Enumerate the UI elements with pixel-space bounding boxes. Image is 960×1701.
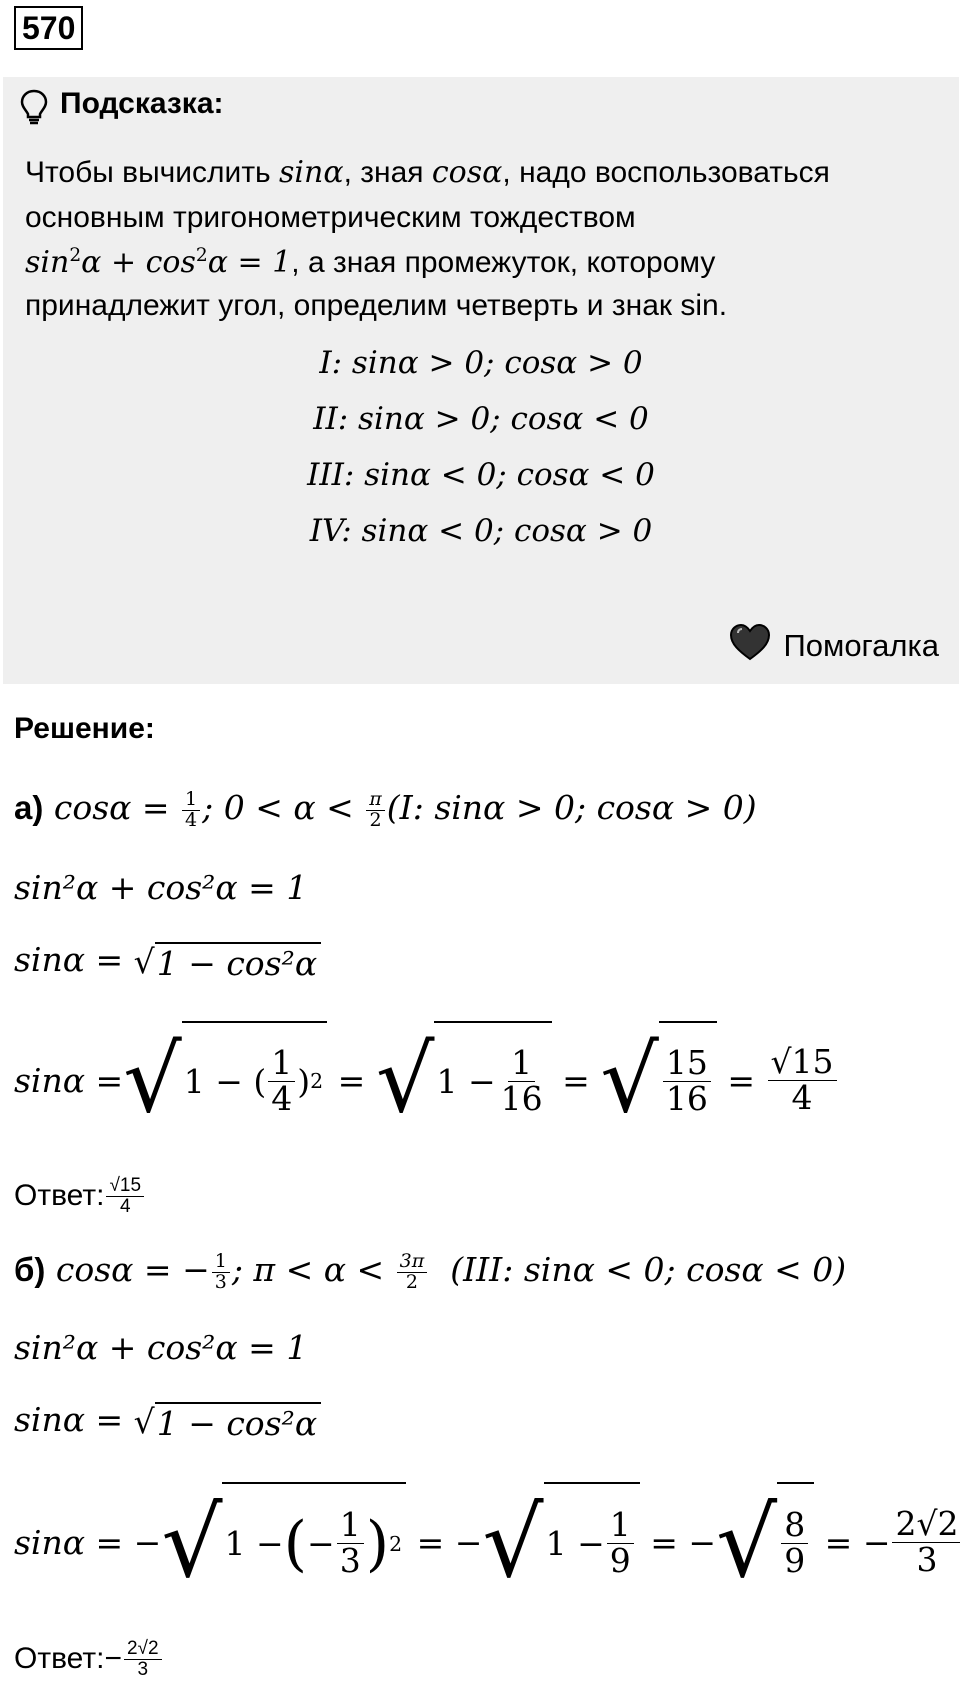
lightbulb-icon xyxy=(20,89,48,130)
part-a-identity: sin²α + cos²α = 1 xyxy=(14,868,308,907)
part-b-calculation: sinα = − √ 1 − ( − $\frac{1}{3}$ ) 2 = − √ 1 − $\frac{1}{9}$ = − √ $\frac{8}{9}$ = − $\frac{2√2}{3}$ xyxy=(14,1480,960,1605)
credit xyxy=(729,623,939,669)
quadrant-1: I: sinα > 0; cosα > 0 xyxy=(319,345,643,381)
hint-line-3: $\sin^2\alpha + \cos^2\alpha = 1$, а зная промежуток, которому xyxy=(25,245,716,280)
part-a-root: sinα = √ 1 − cos²α xyxy=(14,940,321,983)
hint-line-1: Чтобы вычислить sinα, зная cosα, надо воспользоваться xyxy=(25,155,830,190)
credit-label: Помогалка xyxy=(783,628,939,663)
solution-title: Решение: xyxy=(14,712,155,745)
part-a-condition: а) cosα = $\frac{1}{4}$ ; 0 < α < $\frac{\pi}{2}$ (I: sinα > 0; cosα > 0) xyxy=(14,787,757,831)
hint-line-4: принадлежит угол, определим четверть и знак sin. xyxy=(25,289,728,322)
part-b-root: sinα = √ 1 − cos²α xyxy=(14,1400,321,1443)
hint-title: Подсказка: xyxy=(60,87,224,120)
quadrant-4: IV: sinα < 0; cosα > 0 xyxy=(309,513,653,549)
quadrant-2: II: sinα > 0; cosα < 0 xyxy=(313,401,649,437)
part-b-answer: Ответ:− $\frac{2√2}{3}$ xyxy=(14,1638,164,1680)
task-number: 570 xyxy=(14,6,83,50)
hint-panel xyxy=(3,77,959,684)
heart-icon xyxy=(729,623,771,669)
part-b-identity: sin²α + cos²α = 1 xyxy=(14,1328,308,1367)
quadrant-3: III: sinα < 0; cosα < 0 xyxy=(307,457,655,493)
hint-line-2: основным тригонометрическим тождеством xyxy=(25,201,636,234)
part-b-condition: б) cosα = − $\frac{1}{3}$ ; π < α < $\frac{3\pi}{2}$ (III: sinα < 0; cosα < 0) xyxy=(14,1249,847,1293)
part-a-calculation: sinα = √ 1 − ( $\frac{1}{4}$ ) 2 = √ 1 − $\frac{1}{16}$ = √ $\frac{15}{16}$ = $\frac{√15}{4}$ xyxy=(14,1020,839,1140)
part-a-answer: Ответ: $\frac{√15}{4}$ xyxy=(14,1175,146,1217)
